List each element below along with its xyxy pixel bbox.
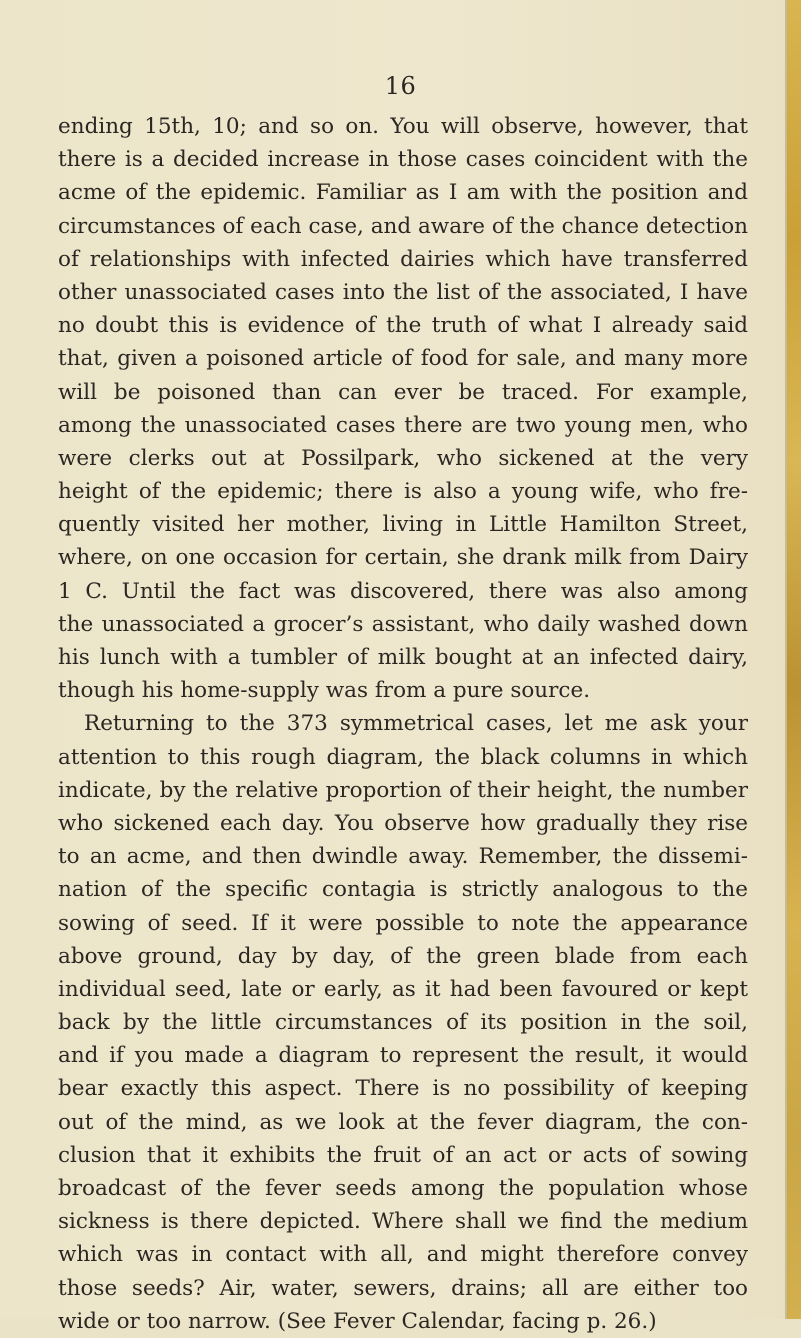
text-line: individual seed, late or early, as it had been favoured or kept bbox=[58, 976, 748, 1002]
text-line: will be poisoned than can ever be traced. For example, bbox=[58, 379, 748, 405]
text-line: his lunch with a tumbler of milk bought at an infected dairy, bbox=[58, 645, 748, 670]
text-line: among the unassociated cases there are two young men, who bbox=[58, 412, 748, 438]
text-line: those seeds? Air, water, sewers, drains; all are either too bbox=[58, 1275, 748, 1301]
text-line: sickness is there depicted. Where shall we find the medium bbox=[58, 1209, 748, 1235]
text-line: back by the little circumstances of its position in the soil, bbox=[58, 1010, 748, 1036]
text-line: height of the epidemic; there is also a young wife, who fre- bbox=[58, 479, 748, 505]
text-line: which was in contact with all, and might therefore convey bbox=[58, 1242, 748, 1268]
paragraph-start-line: Returning to the 373 symmetrical cases, let me ask your bbox=[84, 711, 748, 737]
body-text bbox=[58, 110, 748, 1338]
text-line: where, on one occasion for certain, she drank milk from Dairy bbox=[58, 545, 748, 571]
text-line: and if you made a diagram to represent the result, it would bbox=[58, 1043, 748, 1069]
text-line: the unassociated a grocer’s assistant, who daily washed down bbox=[58, 611, 748, 637]
text-line: there is a decided increase in those cases coincident with the bbox=[58, 147, 748, 173]
gilt-page-edge bbox=[787, 0, 801, 1319]
text-line: no doubt this is evidence of the truth of what I already said bbox=[58, 313, 748, 339]
text-line: attention to this rough diagram, the black columns in which bbox=[58, 744, 748, 770]
text-line: to an acme, and then dwindle away. Remember, the dissemi- bbox=[58, 844, 748, 870]
text-line: wide or too narrow. (See Fever Calendar, facing p. 26.) bbox=[58, 1308, 657, 1334]
text-line: 1 C. Until the fact was discovered, there was also among bbox=[58, 578, 748, 604]
text-line: quently visited her mother, living in Little Hamilton Street, bbox=[58, 512, 748, 538]
text-line: above ground, day by day, of the green blade from each bbox=[58, 943, 748, 969]
text-line: nation of the specific contagia is strictly analogous to the bbox=[58, 877, 748, 903]
text-line: broadcast of the fever seeds among the population whose bbox=[58, 1176, 748, 1201]
paragraph-end-line: though his home-supply was from a pure source. bbox=[58, 678, 591, 704]
text-line: acme of the epidemic. Familiar as I am with the position and bbox=[58, 180, 748, 206]
text-line: other unassociated cases into the list of the associated, I have bbox=[58, 279, 748, 305]
text-line: ending 15th, 10; and so on. You will observe, however, that bbox=[58, 114, 748, 139]
page-number: 16 bbox=[384, 72, 417, 100]
text-line: circumstances of each case, and aware of the chance detection bbox=[58, 213, 748, 239]
text-line: who sickened each day. You observe how gradually they rise bbox=[58, 810, 748, 836]
text-line: bear exactly this aspect. There is no possibility of keeping bbox=[58, 1076, 748, 1102]
text-line: of relationships with infected dairies which have transferred bbox=[58, 246, 748, 272]
text-line: indicate, by the relative proportion of their height, the number bbox=[58, 777, 748, 803]
text-line: were clerks out at Possilpark, who sickened at the very bbox=[58, 445, 748, 471]
text-line: out of the mind, as we look at the fever diagram, the con- bbox=[58, 1109, 748, 1135]
text-line: clusion that it exhibits the fruit of an act or acts of sowing bbox=[58, 1142, 748, 1168]
text-line: that, given a poisoned article of food for sale, and many more bbox=[58, 346, 748, 372]
text-line: sowing of seed. If it were possible to note the appearance bbox=[58, 910, 748, 936]
